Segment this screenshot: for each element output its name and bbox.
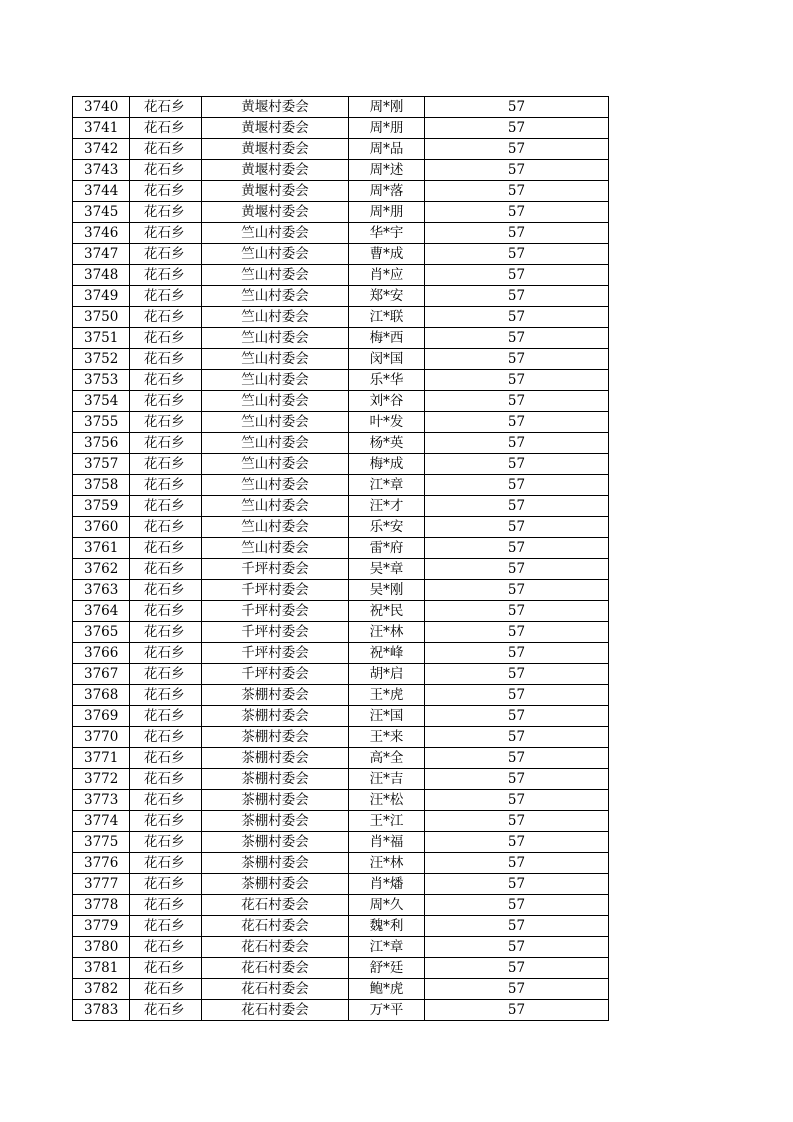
cell-person-name: 周*朋 [349, 202, 425, 223]
cell-amount: 57 [425, 895, 609, 916]
cell-village-committee: 花石村委会 [202, 937, 349, 958]
table-row [73, 517, 609, 538]
cell-village-committee: 竺山村委会 [202, 223, 349, 244]
cell-serial-number: 3782 [73, 979, 130, 1000]
table-row [73, 916, 609, 937]
cell-person-name: 高*全 [349, 748, 425, 769]
cell-township: 花石乡 [130, 244, 202, 265]
cell-township: 花石乡 [130, 1000, 202, 1021]
cell-village-committee: 竺山村委会 [202, 538, 349, 559]
cell-person-name: 魏*利 [349, 916, 425, 937]
cell-serial-number: 3773 [73, 790, 130, 811]
cell-serial-number: 3780 [73, 937, 130, 958]
table-row [73, 139, 609, 160]
cell-village-committee: 竺山村委会 [202, 265, 349, 286]
cell-village-committee: 竺山村委会 [202, 286, 349, 307]
cell-township: 花石乡 [130, 895, 202, 916]
cell-amount: 57 [425, 580, 609, 601]
cell-amount: 57 [425, 349, 609, 370]
cell-person-name: 汪*林 [349, 853, 425, 874]
cell-village-committee: 千坪村委会 [202, 643, 349, 664]
table-row [73, 391, 609, 412]
cell-person-name: 鲍*虎 [349, 979, 425, 1000]
table-row [73, 580, 609, 601]
cell-serial-number: 3756 [73, 433, 130, 454]
cell-village-committee: 竺山村委会 [202, 391, 349, 412]
cell-person-name: 肖*燔 [349, 874, 425, 895]
cell-village-committee: 黄堰村委会 [202, 139, 349, 160]
cell-serial-number: 3744 [73, 181, 130, 202]
table-row [73, 874, 609, 895]
table-row [73, 97, 609, 118]
cell-amount: 57 [425, 790, 609, 811]
cell-township: 花石乡 [130, 118, 202, 139]
cell-amount: 57 [425, 727, 609, 748]
table-row [73, 349, 609, 370]
cell-amount: 57 [425, 664, 609, 685]
cell-township: 花石乡 [130, 307, 202, 328]
cell-serial-number: 3764 [73, 601, 130, 622]
table-row [73, 790, 609, 811]
cell-person-name: 汪*才 [349, 496, 425, 517]
cell-amount: 57 [425, 1000, 609, 1021]
cell-township: 花石乡 [130, 475, 202, 496]
cell-serial-number: 3767 [73, 664, 130, 685]
table-row [73, 622, 609, 643]
cell-amount: 57 [425, 370, 609, 391]
cell-village-committee: 花石村委会 [202, 979, 349, 1000]
cell-township: 花石乡 [130, 496, 202, 517]
cell-village-committee: 黄堰村委会 [202, 97, 349, 118]
cell-person-name: 华*宇 [349, 223, 425, 244]
table-row [73, 307, 609, 328]
table-row [73, 286, 609, 307]
cell-amount: 57 [425, 454, 609, 475]
cell-person-name: 乐*华 [349, 370, 425, 391]
cell-township: 花石乡 [130, 517, 202, 538]
cell-township: 花石乡 [130, 97, 202, 118]
cell-amount: 57 [425, 433, 609, 454]
cell-person-name: 王*江 [349, 811, 425, 832]
cell-village-committee: 竺山村委会 [202, 475, 349, 496]
cell-serial-number: 3763 [73, 580, 130, 601]
cell-serial-number: 3752 [73, 349, 130, 370]
cell-village-committee: 茶棚村委会 [202, 853, 349, 874]
cell-amount: 57 [425, 202, 609, 223]
cell-township: 花石乡 [130, 685, 202, 706]
table-row [73, 811, 609, 832]
cell-village-committee: 竺山村委会 [202, 349, 349, 370]
cell-village-committee: 茶棚村委会 [202, 874, 349, 895]
cell-township: 花石乡 [130, 916, 202, 937]
cell-serial-number: 3760 [73, 517, 130, 538]
cell-township: 花石乡 [130, 769, 202, 790]
cell-serial-number: 3755 [73, 412, 130, 433]
cell-serial-number: 3771 [73, 748, 130, 769]
cell-village-committee: 茶棚村委会 [202, 769, 349, 790]
cell-amount: 57 [425, 412, 609, 433]
cell-person-name: 江*联 [349, 307, 425, 328]
cell-serial-number: 3748 [73, 265, 130, 286]
cell-serial-number: 3745 [73, 202, 130, 223]
table-row [73, 202, 609, 223]
cell-amount: 57 [425, 559, 609, 580]
cell-amount: 57 [425, 979, 609, 1000]
cell-serial-number: 3774 [73, 811, 130, 832]
cell-township: 花石乡 [130, 181, 202, 202]
cell-township: 花石乡 [130, 454, 202, 475]
cell-township: 花石乡 [130, 832, 202, 853]
cell-village-committee: 花石村委会 [202, 895, 349, 916]
cell-amount: 57 [425, 958, 609, 979]
cell-person-name: 舒*廷 [349, 958, 425, 979]
cell-amount: 57 [425, 538, 609, 559]
table-row [73, 853, 609, 874]
cell-amount: 57 [425, 643, 609, 664]
cell-village-committee: 茶棚村委会 [202, 706, 349, 727]
cell-person-name: 汪*国 [349, 706, 425, 727]
cell-person-name: 周*述 [349, 160, 425, 181]
cell-serial-number: 3740 [73, 97, 130, 118]
table-row [73, 412, 609, 433]
cell-amount: 57 [425, 832, 609, 853]
cell-serial-number: 3772 [73, 769, 130, 790]
table-row [73, 706, 609, 727]
cell-serial-number: 3759 [73, 496, 130, 517]
cell-village-committee: 千坪村委会 [202, 664, 349, 685]
cell-amount: 57 [425, 769, 609, 790]
cell-village-committee: 竺山村委会 [202, 496, 349, 517]
cell-serial-number: 3757 [73, 454, 130, 475]
cell-village-committee: 花石村委会 [202, 916, 349, 937]
cell-township: 花石乡 [130, 643, 202, 664]
cell-person-name: 刘*谷 [349, 391, 425, 412]
table-row [73, 370, 609, 391]
cell-serial-number: 3742 [73, 139, 130, 160]
cell-serial-number: 3754 [73, 391, 130, 412]
table-row [73, 664, 609, 685]
cell-amount: 57 [425, 496, 609, 517]
cell-village-committee: 千坪村委会 [202, 601, 349, 622]
table-row [73, 433, 609, 454]
cell-person-name: 肖*应 [349, 265, 425, 286]
cell-person-name: 乐*安 [349, 517, 425, 538]
cell-amount: 57 [425, 622, 609, 643]
cell-person-name: 胡*启 [349, 664, 425, 685]
cell-township: 花石乡 [130, 286, 202, 307]
cell-village-committee: 茶棚村委会 [202, 832, 349, 853]
cell-amount: 57 [425, 748, 609, 769]
cell-township: 花石乡 [130, 202, 202, 223]
cell-village-committee: 茶棚村委会 [202, 790, 349, 811]
cell-serial-number: 3768 [73, 685, 130, 706]
table-row [73, 244, 609, 265]
cell-amount: 57 [425, 265, 609, 286]
cell-township: 花石乡 [130, 370, 202, 391]
cell-township: 花石乡 [130, 160, 202, 181]
cell-person-name: 梅*西 [349, 328, 425, 349]
table-row [73, 160, 609, 181]
cell-amount: 57 [425, 685, 609, 706]
cell-township: 花石乡 [130, 433, 202, 454]
cell-village-committee: 黄堰村委会 [202, 118, 349, 139]
cell-amount: 57 [425, 244, 609, 265]
cell-village-committee: 千坪村委会 [202, 559, 349, 580]
table-row [73, 643, 609, 664]
table-row [73, 937, 609, 958]
cell-serial-number: 3781 [73, 958, 130, 979]
cell-amount: 57 [425, 307, 609, 328]
cell-amount: 57 [425, 286, 609, 307]
cell-village-committee: 竺山村委会 [202, 244, 349, 265]
table-row [73, 328, 609, 349]
cell-amount: 57 [425, 97, 609, 118]
cell-township: 花石乡 [130, 979, 202, 1000]
cell-amount: 57 [425, 160, 609, 181]
table-row [73, 265, 609, 286]
cell-township: 花石乡 [130, 223, 202, 244]
cell-amount: 57 [425, 223, 609, 244]
cell-township: 花石乡 [130, 139, 202, 160]
cell-serial-number: 3765 [73, 622, 130, 643]
cell-village-committee: 茶棚村委会 [202, 748, 349, 769]
cell-amount: 57 [425, 853, 609, 874]
table-row [73, 559, 609, 580]
table-row [73, 748, 609, 769]
roster-table [72, 96, 609, 1021]
cell-village-committee: 花石村委会 [202, 958, 349, 979]
cell-amount: 57 [425, 937, 609, 958]
cell-township: 花石乡 [130, 559, 202, 580]
cell-person-name: 万*平 [349, 1000, 425, 1021]
table-row [73, 223, 609, 244]
cell-person-name: 周*久 [349, 895, 425, 916]
cell-serial-number: 3766 [73, 643, 130, 664]
cell-amount: 57 [425, 916, 609, 937]
cell-village-committee: 竺山村委会 [202, 370, 349, 391]
cell-person-name: 吴*刚 [349, 580, 425, 601]
cell-person-name: 周*品 [349, 139, 425, 160]
table-row [73, 895, 609, 916]
cell-serial-number: 3769 [73, 706, 130, 727]
cell-township: 花石乡 [130, 790, 202, 811]
cell-amount: 57 [425, 118, 609, 139]
cell-person-name: 周*落 [349, 181, 425, 202]
cell-village-committee: 千坪村委会 [202, 580, 349, 601]
table-row [73, 454, 609, 475]
table-row [73, 979, 609, 1000]
table-row [73, 475, 609, 496]
cell-person-name: 雷*府 [349, 538, 425, 559]
cell-village-committee: 竺山村委会 [202, 517, 349, 538]
table-row [73, 769, 609, 790]
cell-township: 花石乡 [130, 580, 202, 601]
cell-township: 花石乡 [130, 328, 202, 349]
table-row [73, 601, 609, 622]
cell-township: 花石乡 [130, 601, 202, 622]
cell-amount: 57 [425, 706, 609, 727]
cell-serial-number: 3750 [73, 307, 130, 328]
cell-amount: 57 [425, 391, 609, 412]
cell-amount: 57 [425, 475, 609, 496]
cell-village-committee: 花石村委会 [202, 1000, 349, 1021]
cell-person-name: 梅*成 [349, 454, 425, 475]
cell-serial-number: 3770 [73, 727, 130, 748]
cell-person-name: 祝*民 [349, 601, 425, 622]
cell-village-committee: 竺山村委会 [202, 412, 349, 433]
table-row [73, 181, 609, 202]
cell-village-committee: 茶棚村委会 [202, 685, 349, 706]
cell-person-name: 周*刚 [349, 97, 425, 118]
cell-township: 花石乡 [130, 811, 202, 832]
cell-village-committee: 茶棚村委会 [202, 811, 349, 832]
cell-township: 花石乡 [130, 874, 202, 895]
cell-amount: 57 [425, 874, 609, 895]
cell-serial-number: 3749 [73, 286, 130, 307]
table-row [73, 727, 609, 748]
table-row [73, 496, 609, 517]
cell-township: 花石乡 [130, 538, 202, 559]
cell-serial-number: 3753 [73, 370, 130, 391]
cell-serial-number: 3751 [73, 328, 130, 349]
cell-serial-number: 3776 [73, 853, 130, 874]
cell-person-name: 汪*林 [349, 622, 425, 643]
table-row [73, 685, 609, 706]
cell-township: 花石乡 [130, 748, 202, 769]
cell-village-committee: 竺山村委会 [202, 433, 349, 454]
cell-amount: 57 [425, 328, 609, 349]
cell-person-name: 郑*安 [349, 286, 425, 307]
cell-person-name: 曹*成 [349, 244, 425, 265]
cell-serial-number: 3783 [73, 1000, 130, 1021]
cell-township: 花石乡 [130, 727, 202, 748]
cell-person-name: 祝*峰 [349, 643, 425, 664]
cell-person-name: 肖*福 [349, 832, 425, 853]
cell-township: 花石乡 [130, 622, 202, 643]
cell-township: 花石乡 [130, 349, 202, 370]
cell-amount: 57 [425, 811, 609, 832]
cell-township: 花石乡 [130, 958, 202, 979]
cell-village-committee: 黄堰村委会 [202, 160, 349, 181]
cell-township: 花石乡 [130, 265, 202, 286]
cell-person-name: 江*章 [349, 475, 425, 496]
cell-township: 花石乡 [130, 706, 202, 727]
cell-amount: 57 [425, 181, 609, 202]
cell-serial-number: 3762 [73, 559, 130, 580]
cell-village-committee: 茶棚村委会 [202, 727, 349, 748]
cell-serial-number: 3775 [73, 832, 130, 853]
cell-village-committee: 竺山村委会 [202, 307, 349, 328]
cell-village-committee: 千坪村委会 [202, 622, 349, 643]
cell-village-committee: 竺山村委会 [202, 328, 349, 349]
table-row [73, 958, 609, 979]
cell-person-name: 叶*发 [349, 412, 425, 433]
cell-township: 花石乡 [130, 391, 202, 412]
cell-village-committee: 黄堰村委会 [202, 202, 349, 223]
cell-township: 花石乡 [130, 412, 202, 433]
cell-serial-number: 3761 [73, 538, 130, 559]
cell-serial-number: 3746 [73, 223, 130, 244]
cell-serial-number: 3778 [73, 895, 130, 916]
cell-person-name: 汪*吉 [349, 769, 425, 790]
cell-person-name: 汪*松 [349, 790, 425, 811]
roster-table-body [73, 97, 609, 1021]
cell-amount: 57 [425, 517, 609, 538]
cell-serial-number: 3747 [73, 244, 130, 265]
cell-person-name: 周*朋 [349, 118, 425, 139]
cell-serial-number: 3758 [73, 475, 130, 496]
cell-township: 花石乡 [130, 664, 202, 685]
cell-serial-number: 3779 [73, 916, 130, 937]
cell-person-name: 王*虎 [349, 685, 425, 706]
cell-person-name: 吴*章 [349, 559, 425, 580]
cell-person-name: 江*章 [349, 937, 425, 958]
cell-township: 花石乡 [130, 937, 202, 958]
table-row [73, 538, 609, 559]
cell-serial-number: 3743 [73, 160, 130, 181]
cell-township: 花石乡 [130, 853, 202, 874]
cell-person-name: 杨*英 [349, 433, 425, 454]
cell-person-name: 闵*国 [349, 349, 425, 370]
cell-village-committee: 竺山村委会 [202, 454, 349, 475]
table-row [73, 832, 609, 853]
table-row [73, 118, 609, 139]
cell-amount: 57 [425, 601, 609, 622]
table-row [73, 1000, 609, 1021]
cell-serial-number: 3741 [73, 118, 130, 139]
cell-person-name: 王*来 [349, 727, 425, 748]
cell-serial-number: 3777 [73, 874, 130, 895]
cell-village-committee: 黄堰村委会 [202, 181, 349, 202]
cell-amount: 57 [425, 139, 609, 160]
